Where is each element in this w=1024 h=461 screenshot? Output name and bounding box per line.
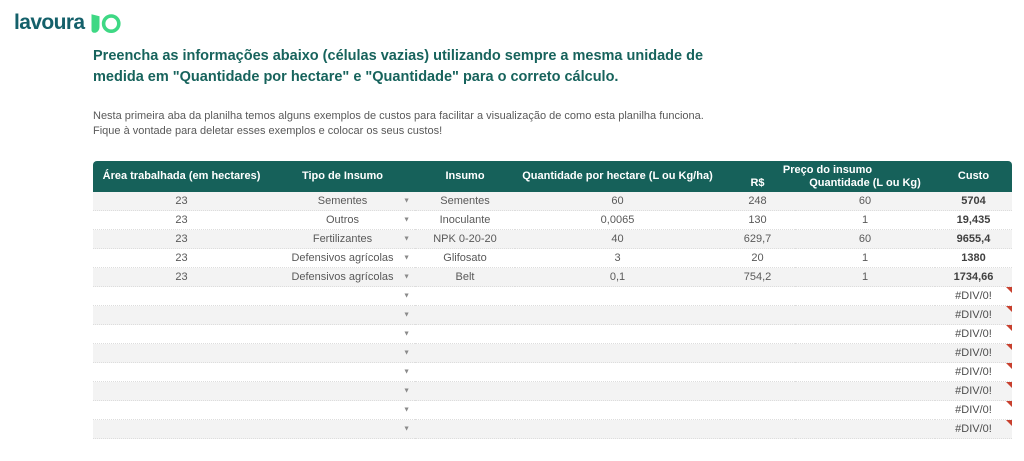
cell-custo[interactable] (935, 230, 1012, 249)
cell-area[interactable]: 23 (93, 230, 270, 249)
cell-rs[interactable]: 248 (720, 192, 795, 211)
cell-custo-value: #DIV/0! (955, 423, 992, 435)
cell-qty[interactable]: 1 (795, 268, 935, 287)
cell-qty[interactable] (795, 287, 935, 306)
cell-insumo[interactable]: Belt (415, 268, 515, 287)
cell-tipo[interactable] (270, 363, 415, 382)
cell-custo[interactable] (935, 249, 1012, 268)
cell-custo-value: #DIV/0! (955, 385, 992, 397)
dropdown-arrow-icon[interactable]: ▼ (403, 197, 410, 205)
cell-insumo[interactable] (415, 363, 515, 382)
cell-custo[interactable] (935, 363, 1012, 382)
cell-custo-value: #DIV/0! (955, 290, 992, 302)
cell-qty[interactable]: 1 (795, 211, 935, 230)
cell-qty-ha[interactable] (515, 420, 720, 439)
cell-custo[interactable] (935, 382, 1012, 401)
cell-area[interactable]: 23 (93, 249, 270, 268)
cell-tipo-label: Fertilizantes (312, 233, 373, 245)
cell-custo-value: #DIV/0! (955, 328, 992, 340)
cell-tipo[interactable] (270, 306, 415, 325)
cell-insumo[interactable]: Glifosato (415, 249, 515, 268)
cell-tipo[interactable] (270, 268, 415, 287)
lavoura-logo (14, 9, 121, 36)
cell-tipo[interactable] (270, 401, 415, 420)
cell-custo[interactable] (935, 401, 1012, 420)
dropdown-arrow-icon[interactable]: ▼ (403, 368, 410, 376)
cell-tipo[interactable] (270, 192, 415, 211)
cell-custo[interactable] (935, 268, 1012, 287)
cell-area[interactable] (93, 287, 270, 306)
cell-rs[interactable] (720, 344, 795, 363)
cell-tipo-label: Defensivos agrícolas (291, 252, 394, 264)
cell-custo[interactable] (935, 287, 1012, 306)
cell-custo-value: 1734,66 (953, 271, 994, 283)
cell-insumo[interactable] (415, 306, 515, 325)
cell-custo[interactable] (935, 192, 1012, 211)
col-header-preco-group: Preço do insumo (720, 161, 935, 177)
cell-qty[interactable] (795, 382, 935, 401)
cell-insumo[interactable] (415, 344, 515, 363)
dropdown-arrow-icon[interactable]: ▼ (403, 406, 410, 414)
comment-indicator-icon (1006, 306, 1012, 312)
cell-rs[interactable] (720, 363, 795, 382)
cell-area[interactable]: 23 (93, 192, 270, 211)
cell-qty-ha[interactable] (515, 287, 720, 306)
dropdown-arrow-icon[interactable]: ▼ (403, 349, 410, 357)
table-row (93, 192, 1012, 211)
cell-rs[interactable] (720, 325, 795, 344)
comment-indicator-icon (1006, 382, 1012, 388)
cell-qty-ha[interactable]: 60 (515, 192, 720, 211)
cell-custo[interactable] (935, 325, 1012, 344)
cell-custo-value: #DIV/0! (955, 366, 992, 378)
cell-custo-value: 5704 (961, 195, 986, 207)
cell-insumo[interactable] (415, 287, 515, 306)
cell-qty[interactable]: 60 (795, 230, 935, 249)
table-row (93, 363, 1012, 382)
cell-insumo[interactable] (415, 382, 515, 401)
cell-area[interactable] (93, 401, 270, 420)
note-line-1: Nesta primeira aba da planilha temos alguns exemplos de custos para facilitar a visualização de como esta planilha funciona. (93, 110, 704, 122)
cell-tipo-label: Defensivos agrícolas (291, 271, 394, 283)
dropdown-arrow-icon[interactable]: ▼ (403, 387, 410, 395)
col-header-tipo: Tipo de Insumo (270, 161, 415, 192)
cell-qty-ha[interactable]: 3 (515, 249, 720, 268)
cell-insumo[interactable]: Sementes (415, 192, 515, 211)
cell-custo-value: 9655,4 (956, 233, 991, 245)
col-header-rs: R$ (720, 177, 795, 192)
cell-tipo[interactable] (270, 249, 415, 268)
lavoura-logo-icon (88, 11, 121, 36)
cell-qty[interactable] (795, 363, 935, 382)
cell-custo[interactable] (935, 420, 1012, 439)
note-line-2: Fique à vontade para deletar esses exemplos e colocar os seus custos! (93, 125, 443, 137)
cell-rs[interactable]: 629,7 (720, 230, 795, 249)
comment-indicator-icon (1006, 344, 1012, 350)
dropdown-arrow-icon[interactable]: ▼ (403, 292, 410, 300)
table-row (93, 268, 1012, 287)
table-row (93, 230, 1012, 249)
comment-indicator-icon (1006, 420, 1012, 426)
table-row (93, 211, 1012, 230)
cell-qty-ha[interactable] (515, 363, 720, 382)
cell-qty[interactable]: 1 (795, 249, 935, 268)
cell-area[interactable]: 23 (93, 268, 270, 287)
col-header-area: Área trabalhada (em hectares) (93, 161, 270, 192)
cell-tipo[interactable] (270, 382, 415, 401)
table-row (93, 344, 1012, 363)
costs-table-body (93, 192, 1012, 439)
cell-custo[interactable] (935, 344, 1012, 363)
dropdown-arrow-icon[interactable]: ▼ (403, 425, 410, 433)
cell-qty[interactable] (795, 420, 935, 439)
cell-qty[interactable] (795, 401, 935, 420)
cell-qty-ha[interactable] (515, 344, 720, 363)
cell-tipo[interactable] (270, 344, 415, 363)
cell-rs[interactable] (720, 287, 795, 306)
cell-custo-value: 1380 (961, 252, 986, 264)
cell-qty[interactable]: 60 (795, 192, 935, 211)
cell-qty-ha[interactable] (515, 401, 720, 420)
cell-custo-value: #DIV/0! (955, 347, 992, 359)
col-header-insumo: Insumo (415, 161, 515, 192)
table-row (93, 382, 1012, 401)
comment-indicator-icon (1006, 287, 1012, 293)
cell-qty-ha[interactable]: 0,1 (515, 268, 720, 287)
cell-rs[interactable]: 130 (720, 211, 795, 230)
cell-tipo[interactable] (270, 420, 415, 439)
dropdown-arrow-icon[interactable]: ▼ (403, 216, 410, 224)
comment-indicator-icon (1006, 325, 1012, 331)
cell-qty-ha[interactable]: 0,0065 (515, 211, 720, 230)
cell-custo[interactable] (935, 306, 1012, 325)
col-header-qty-ha: Quantidade por hectare (L ou Kg/ha) (515, 161, 720, 192)
cell-area[interactable] (93, 363, 270, 382)
dropdown-arrow-icon[interactable]: ▼ (403, 311, 410, 319)
cell-tipo[interactable] (270, 325, 415, 344)
cell-area[interactable] (93, 382, 270, 401)
costs-table (93, 161, 1012, 439)
cell-area[interactable]: 23 (93, 211, 270, 230)
cell-tipo-label: Outros (325, 214, 359, 226)
cell-insumo[interactable] (415, 420, 515, 439)
cell-custo-value: #DIV/0! (955, 404, 992, 416)
cell-insumo[interactable]: NPK 0-20-20 (415, 230, 515, 249)
cell-rs[interactable] (720, 401, 795, 420)
comment-indicator-icon (1006, 401, 1012, 407)
cell-tipo-label: Sementes (317, 195, 368, 207)
cell-tipo[interactable] (270, 211, 415, 230)
cell-qty[interactable] (795, 344, 935, 363)
cell-area[interactable] (93, 325, 270, 344)
cell-qty-ha[interactable]: 40 (515, 230, 720, 249)
cell-insumo[interactable] (415, 401, 515, 420)
cell-rs[interactable]: 20 (720, 249, 795, 268)
cell-custo-value: 19,435 (956, 214, 991, 226)
table-row (93, 287, 1012, 306)
cell-qty-ha[interactable] (515, 382, 720, 401)
table-row (93, 401, 1012, 420)
cell-insumo[interactable]: Inoculante (415, 211, 515, 230)
cell-qty-ha[interactable] (515, 325, 720, 344)
cell-rs[interactable] (720, 382, 795, 401)
cell-area[interactable] (93, 306, 270, 325)
cell-rs[interactable] (720, 306, 795, 325)
table-row (93, 420, 1012, 439)
dropdown-arrow-icon[interactable]: ▼ (403, 273, 410, 281)
sheet-content (93, 46, 1013, 439)
dropdown-arrow-icon[interactable]: ▼ (403, 330, 410, 338)
cell-rs[interactable]: 754,2 (720, 268, 795, 287)
cell-custo-value: #DIV/0! (955, 309, 992, 321)
comment-indicator-icon (1006, 363, 1012, 369)
cell-tipo[interactable] (270, 230, 415, 249)
cell-insumo[interactable] (415, 325, 515, 344)
cell-rs[interactable] (720, 420, 795, 439)
dropdown-arrow-icon[interactable]: ▼ (403, 235, 410, 243)
cell-area[interactable] (93, 420, 270, 439)
cell-tipo[interactable] (270, 287, 415, 306)
cell-qty[interactable] (795, 325, 935, 344)
logo-text: lavoura (14, 10, 85, 34)
table-row (93, 306, 1012, 325)
dropdown-arrow-icon[interactable]: ▼ (403, 254, 410, 262)
table-row (93, 325, 1012, 344)
cell-qty[interactable] (795, 306, 935, 325)
cell-qty-ha[interactable] (515, 306, 720, 325)
cell-custo[interactable] (935, 211, 1012, 230)
col-header-custo: Custo (935, 161, 1012, 192)
cell-area[interactable] (93, 344, 270, 363)
table-row (93, 249, 1012, 268)
col-header-qty: Quantidade (L ou Kg) (795, 177, 935, 192)
costs-table-header (93, 161, 1012, 192)
instructions-heading: Preencha as informações abaixo (células vazias) utilizando sempre a mesma unidade de medida em "Quantidade por hectare" e "Quantidade" para o correto cálculo. (93, 48, 704, 85)
notes-block (93, 109, 1013, 139)
